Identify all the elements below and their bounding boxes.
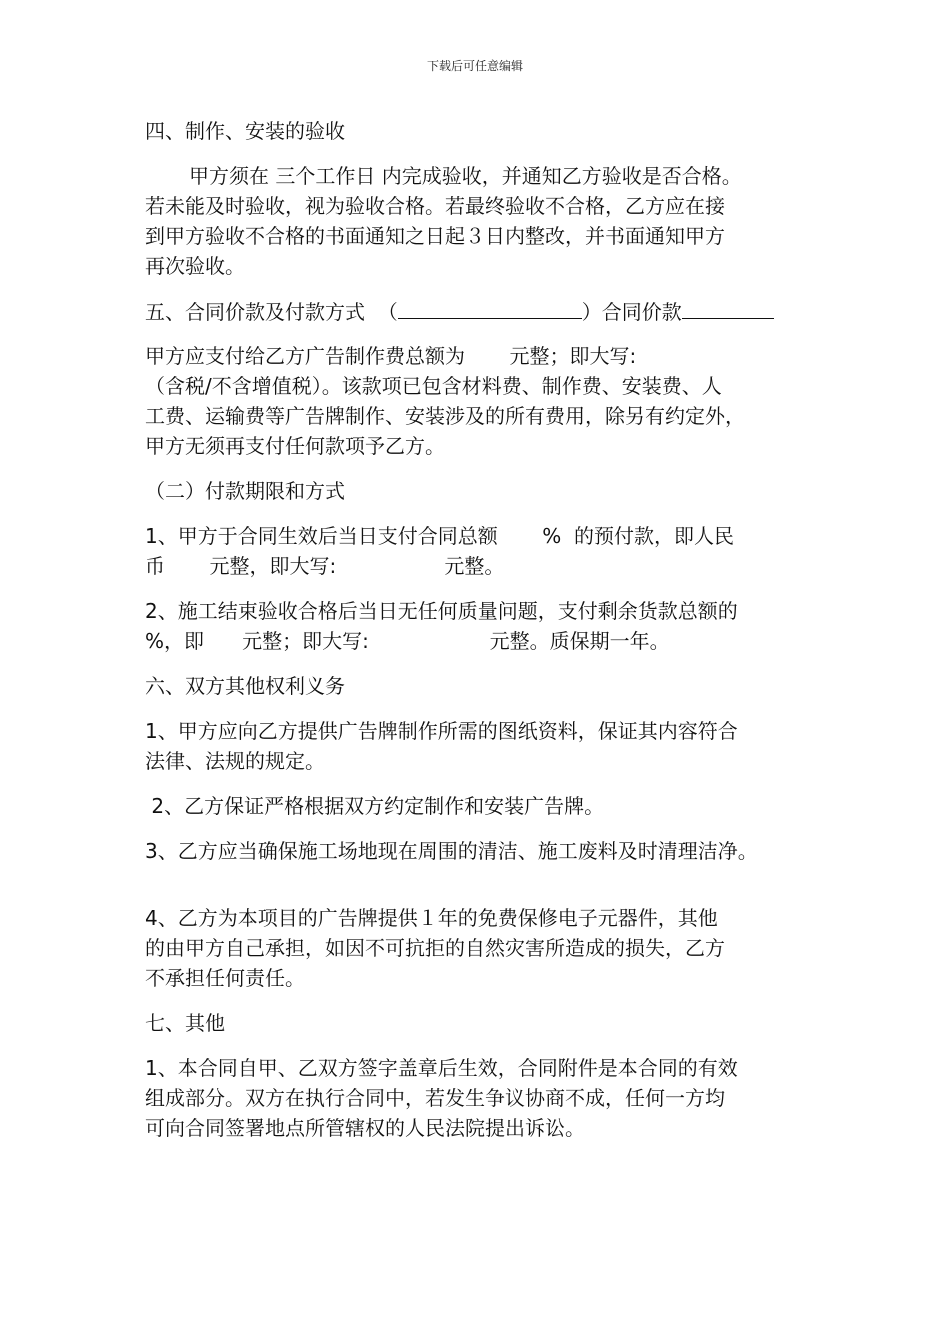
page-header: 下载后可任意编辑 <box>426 59 523 73</box>
paragraph-line: 若未能及时验收，视为验收合格。若最终验收不合格，乙方应在接 <box>145 194 725 218</box>
price-blank-underline <box>682 296 774 319</box>
paragraph-line: 甲方无须再支付任何款项予乙方。 <box>145 434 445 458</box>
payment-item-1-line: 币 元整，即大写: 元整。 <box>145 554 505 578</box>
obligation-item-4-line: 4、乙方为本项目的广告牌提供１年的免费保修电子元器件，其他 <box>145 906 718 930</box>
section-4-title: 四、制作、安装的验收 <box>145 119 345 143</box>
paragraph-line: 甲方须在 三个工作日 内完成验收，并通知乙方验收是否合格。 <box>189 164 742 188</box>
obligation-item-4-line: 不承担任何责任。 <box>145 966 305 990</box>
obligation-item-2: 2、乙方保证严格根据双方约定制作和安装广告牌。 <box>145 794 605 818</box>
payment-item-1-line: 1、甲方于合同生效后当日支付合同总额 % 的预付款，即人民 <box>145 524 734 548</box>
other-item-1-line: 1、本合同自甲、乙双方签字盖章后生效，合同附件是本合同的有效 <box>145 1056 738 1080</box>
blank-underline <box>398 296 582 319</box>
section-7-title: 七、其他 <box>145 1011 225 1035</box>
obligation-item-1-line: 法律、法规的规定。 <box>145 749 325 773</box>
paragraph-line: 再次验收。 <box>145 254 245 278</box>
other-item-1-line: 组成部分。双方在执行合同中，若发生争议协商不成，任何一方均 <box>145 1086 725 1110</box>
obligation-item-3: 3、乙方应当确保施工场地现在周围的清洁、施工废料及时清理洁净。 <box>145 839 758 863</box>
other-item-1-line: 可向合同签署地点所管辖权的人民法院提出诉讼。 <box>145 1116 585 1140</box>
paragraph-line: 工费、运输费等广告牌制作、安装涉及的所有费用，除另有约定外， <box>145 404 745 428</box>
section-5-title <box>145 296 774 327</box>
section-5-title-start: 五、合同价款及付款方式 （ <box>145 300 398 324</box>
paragraph-line: （含税/不含增值税）。该款项已包含材料费、制作费、安装费、人 <box>145 374 722 398</box>
section-5-title-end: ）合同价款 <box>581 300 682 324</box>
paragraph-line: 到甲方验收不合格的书面通知之日起３日内整改，并书面通知甲方 <box>145 224 725 248</box>
payment-item-2-line: %，即 元整；即大写: 元整。质保期一年。 <box>145 629 670 653</box>
obligation-item-1-line: 1、甲方应向乙方提供广告牌制作所需的图纸资料，保证其内容符合 <box>145 719 738 743</box>
obligation-item-4-line: 的由甲方自己承担，如因不可抗拒的自然灾害所造成的损失，乙方 <box>145 936 725 960</box>
payment-item-2-line: 2、施工结束验收合格后当日无任何质量问题，支付剩余货款总额的 <box>145 599 738 623</box>
section-6-title: 六、双方其他权利义务 <box>145 674 345 698</box>
paragraph-line: 甲方应支付给乙方广告制作费总额为 元整；即大写: <box>145 344 637 368</box>
payment-terms-title: （二）付款期限和方式 <box>145 479 345 503</box>
